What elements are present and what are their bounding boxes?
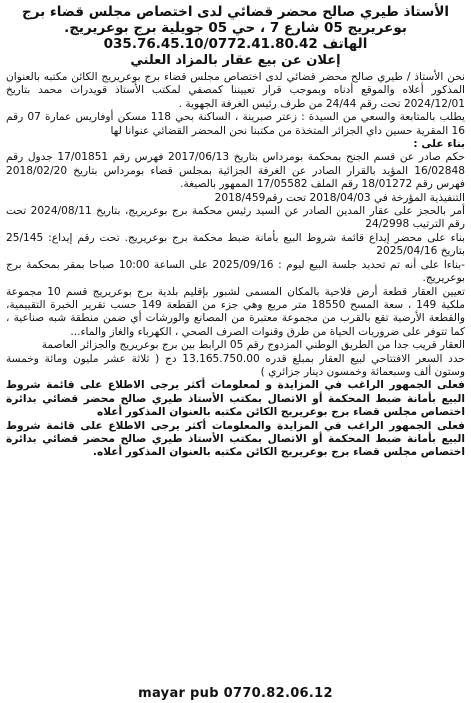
enforcement-paragraph: التنفيذية المؤرخة في 2018/04/03 تحت رقم2018/459	[214, 191, 465, 204]
property-location-paragraph: العقار قريب جدا من الطريق الوطني المزدوج رقم 05 الرابط بين برج بوعريريج والجزائر العاصمة	[41, 339, 465, 352]
intro-paragraph: نحن الأستاذ / طيري صالح محضر قضائي لدى اختصاص مجلس قضاء برج بوعريريج الكائن مكتبه بالعنوان المذكور أعلاه والموقع أدناه وبموجب قرار تعييننا كمصفي لمكتب الأستاذ قويدرات محمد بتاريخ 2024/12/01 تحت رقم 24/44 من طرف رئيس الغرفة الجهوية .	[6, 71, 465, 110]
notice-header	[6, 4, 465, 52]
bailiff-name-line: الأستاذ طيري صالح محضر قضائي لدى اختصاص مجلس قضاء برج	[21, 4, 450, 20]
notice-title: إعلان عن بيع عقار بالمزاد العلني	[130, 53, 341, 68]
based-on-label: بناء على :	[413, 138, 465, 151]
bailiff-address-line: بوعريريج 05 شارع 7 ، حي 05 جويلية برج بوعريريج.	[64, 20, 407, 36]
public-info-paragraph-2: فعلى الجمهور الراغب في المزايدة والمعلومات أكثر يرجى الاطلاع على قائمة شروط البيع بأمانة ضبط المحكمة أو الاتصال بمكتب الأستاذ طيري صالح محضر قضائي بدائرة اختصاص مجلس قضاء برج بوعريريج الكائن مكتبه بالعنوان المذكور أعلاه.	[6, 419, 465, 459]
sale-session-paragraph: -بناءا على أنه تم تحديد جلسة البيع ليوم : 2025/09/16 على الساعة 10:00 صباحا بمقر بمحكمة برج بوعريريج.	[6, 258, 465, 285]
public-info-paragraph-1: فعلى الجمهور الراغب في المزايدة و لمعلومات أكثر يرجى الاطلاع على قائمة شروط البيع بأمانة ضبط المحكمة أو الاتصال بمكتب الأستاذ طيري صالح محضر قضائي بدائرة اختصاص مجلس قضاء برج بوعريريج الكائن مكتبه بالعنوان المذكور أعلاه	[6, 379, 465, 419]
notice-body	[6, 71, 465, 460]
publisher-stamp: mayar pub 0770.82.06.12	[135, 686, 336, 702]
judgment-paragraph: حكم صادر عن قسم الجنح بمحكمة بومرداس بتاريخ 2017/06/13 فهرس رقم 17/01851 جدول رقم 16/02848 المؤيد بالقرار الصادر عن الغرفة الجزائية بمجلس قضاء بومرداس بتاريخ 2018/02/20 فهرس رقم 18/01272 رقم الملف 17/05582 الممهور بالصيغة.	[6, 151, 465, 191]
publisher-footer	[0, 682, 471, 702]
seizure-order-paragraph: أمر بالحجز على عقار المدين الصادر عن السيد رئيس محكمة برج بوعريريج، بتاريخ 2024/08/11 تحت رقم الترتيب 24/2998	[6, 205, 465, 231]
conditions-deposit-paragraph: بناء على محضر إيداع قائمة شروط البيع بأمانة ضبط محكمة برج بوعريريج. تحت رقم إيداع: 25/145 بتاريخ 2025/04/16	[6, 231, 465, 258]
bailiff-phone-line: الهاتف 035.76.45.10/0772.41.80.42	[103, 36, 368, 52]
property-description-paragraph: تعيين العقار قطعة أرض فلاحية بالمكان المسمى لشبور بإقليم بلدية برج بوعريريج قسم 10 مجموعة ملكية 149 ، سعة المسح 18550 متر مربع وهي جزء من القطعة 149 حسب تقرير الخبرة التقييمية، والقطعة الأرضية تقع بالقرب من مجموعة معتبرة من المصانع والورشات أي ضمن منطقة شبه صناعية ، كما تتوفر على ضروريات الحياة من طرق وقنوات الصرف الصحي ، الكهرباء والغاز والماء...	[6, 285, 465, 338]
requester-paragraph: يطلب بالمتابعة والسعي من السيدة : زعتر صبرينة ، الساكنة بحي 118 مسكن أوفاريس عمارة 07 رقم 16 المقرية حسين داي الجزائر المتخذة من مكتبنا نحن المحضر القضائي عنوانا لها	[6, 111, 466, 137]
opening-price-paragraph: حدد السعر الافتتاحي لبيع العقار بمبلغ قدره 13.165.750.00 دج ( ثلاثة عشر مليون ومائة وخمسة وستون ألف وسبعمائة وخمسون دينار جزائري )	[6, 352, 465, 378]
